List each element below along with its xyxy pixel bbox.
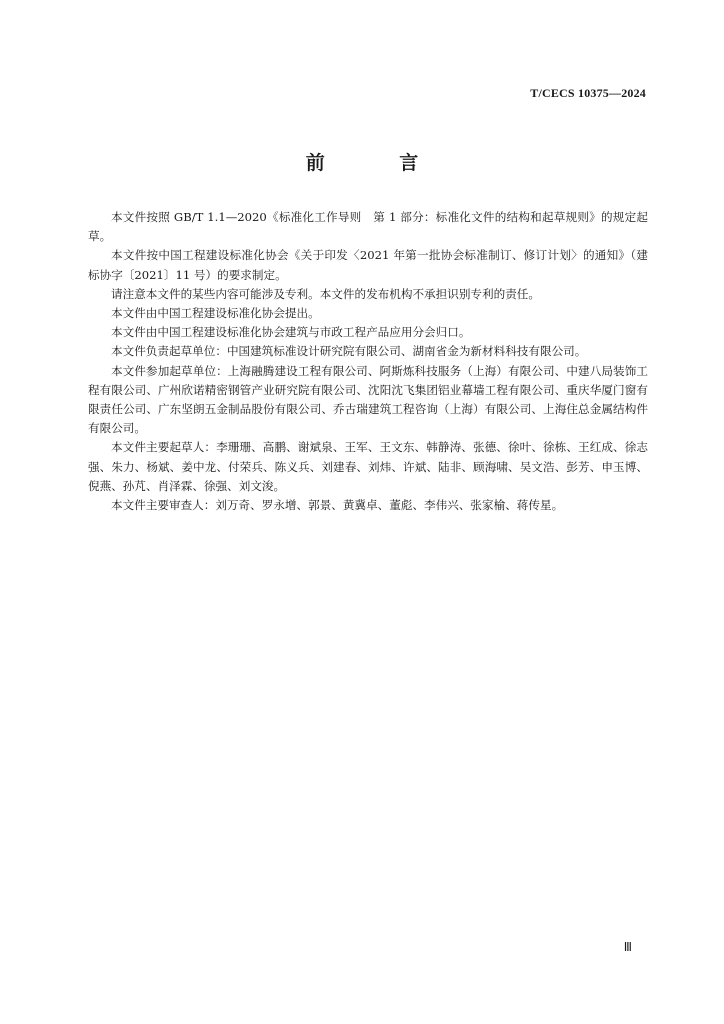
page-number: Ⅲ [623,940,632,954]
paragraph-under-jurisdiction: 本文件由中国工程建设标准化协会建筑与市政工程产品应用分会归口。 [111,325,471,340]
document-code: T/CECS 10375—2024 [530,86,646,100]
paragraph-lead-drafting-units: 本文件负责起草单位：中国建筑标准设计研究院有限公司、湖南省金为新材料科技有限公司。 [111,344,587,359]
paragraph-patent-notice: 请注意本文件的某些内容可能涉及专利。本文件的发布机构不承担识别专利的责任。 [111,286,540,301]
paragraph-main-drafters: 本文件主要起草人：李珊珊、高鹏、谢斌泉、王军、王文东、韩静涛、张德、徐叶、徐栋、王红成、徐志强、朱力、杨斌、姜中龙、付荣兵、陈义兵、刘建春、刘炜、许斌、陆非、顾海啸、吴文浩、彭芳、申玉博、倪燕、孙芃、肖泽霖、徐强、刘文浚。 [88,440,648,493]
preface-body [88,208,648,515]
paragraph-participating-units: 本文件参加起草单位：上海融腾建设工程有限公司、阿斯炼科技服务（上海）有限公司、中建八局装饰工程有限公司、广州欣诺精密钢管产业研究院有限公司、沈阳沈飞集团铝业幕墙工程有限公司、重庆华厦门窗有限责任公司、广东坚朗五金制品股份有限公司、乔古瑞建筑工程咨询（上海）有限公司、上海住总金属结构件有限公司。 [88,363,648,436]
page-title: 前 言 [305,152,453,174]
paragraph-proposed-by: 本文件由中国工程建设标准化协会提出。 [111,306,320,321]
paragraph-drafting-rules: 本文件按照 GB/T 1.1—2020《标准化工作导则 第 1 部分：标准化文件的结构和起草规则》的规定起草。 [88,210,648,244]
paragraph-main-reviewers: 本文件主要审查人：刘万奇、罗永增、郭景、黄冀卓、董彪、李伟兴、张家榆、蒋传星。 [111,498,564,513]
paragraph-plan-notice: 本文件按中国工程建设标准化协会《关于印发〈2021 年第一批协会标准制订、修订计划〉的通知》（建标协字〔2021〕11 号）的要求制定。 [88,248,648,282]
